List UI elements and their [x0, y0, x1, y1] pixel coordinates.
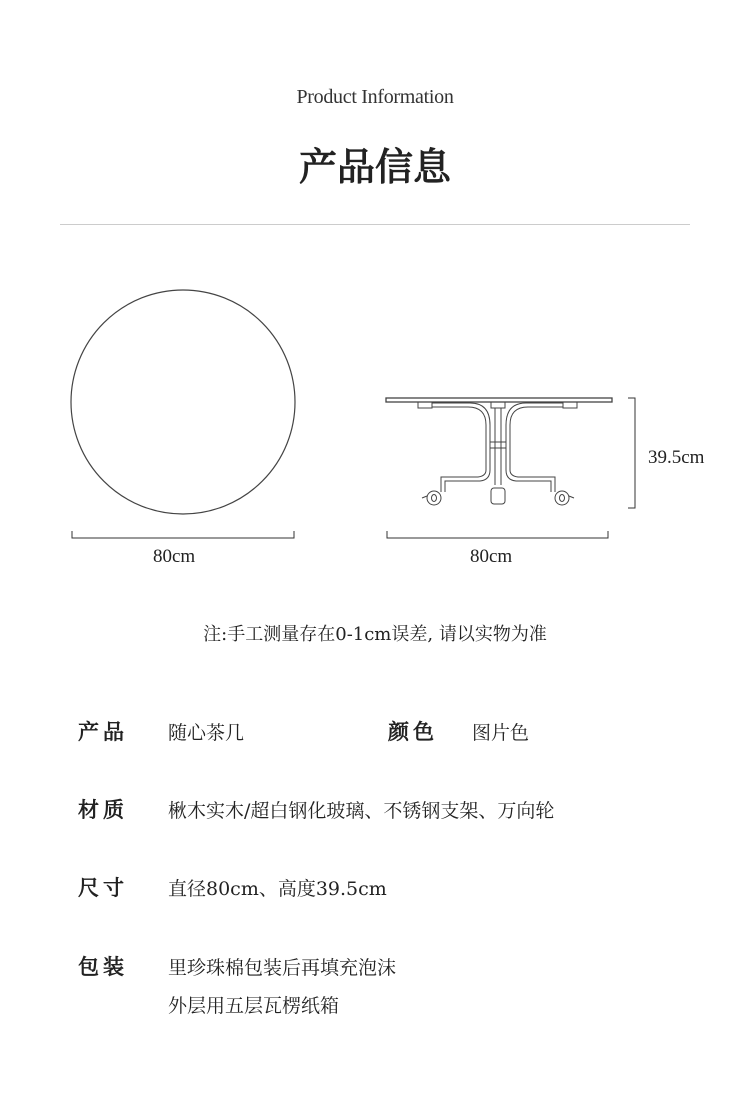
table-side-view	[386, 398, 612, 505]
color-value: 图片色	[472, 722, 530, 744]
title-english: Product Information	[296, 86, 454, 108]
packing-label: 包装	[78, 954, 128, 979]
packing-line-2: 外层用五层瓦楞纸箱	[168, 995, 340, 1017]
size-label: 尺寸	[78, 875, 128, 900]
height-dimension-line	[628, 398, 635, 508]
height-label: 39.5cm	[648, 447, 705, 468]
top-width-dimension-line	[72, 531, 294, 538]
product-label: 产品	[78, 719, 128, 744]
packing-line-1: 里珍珠棉包装后再填充泡沫	[168, 957, 397, 979]
side-width-label: 80cm	[470, 546, 513, 567]
table-top-view	[71, 290, 295, 514]
color-label: 颜色	[388, 719, 438, 744]
size-value: 直径80cm、高度39.5cm	[168, 878, 387, 900]
material-label: 材质	[78, 797, 128, 822]
top-width-label: 80cm	[153, 546, 196, 567]
measurement-note: 注:手工测量存在0-1cm误差, 请以实物为准	[203, 624, 547, 645]
product-value: 随心茶几	[168, 722, 245, 744]
title-chinese: 产品信息	[298, 144, 451, 189]
side-width-dimension-line	[387, 531, 608, 538]
material-value: 楸木实木/超白钢化玻璃、不锈钢支架、万向轮	[168, 800, 555, 822]
